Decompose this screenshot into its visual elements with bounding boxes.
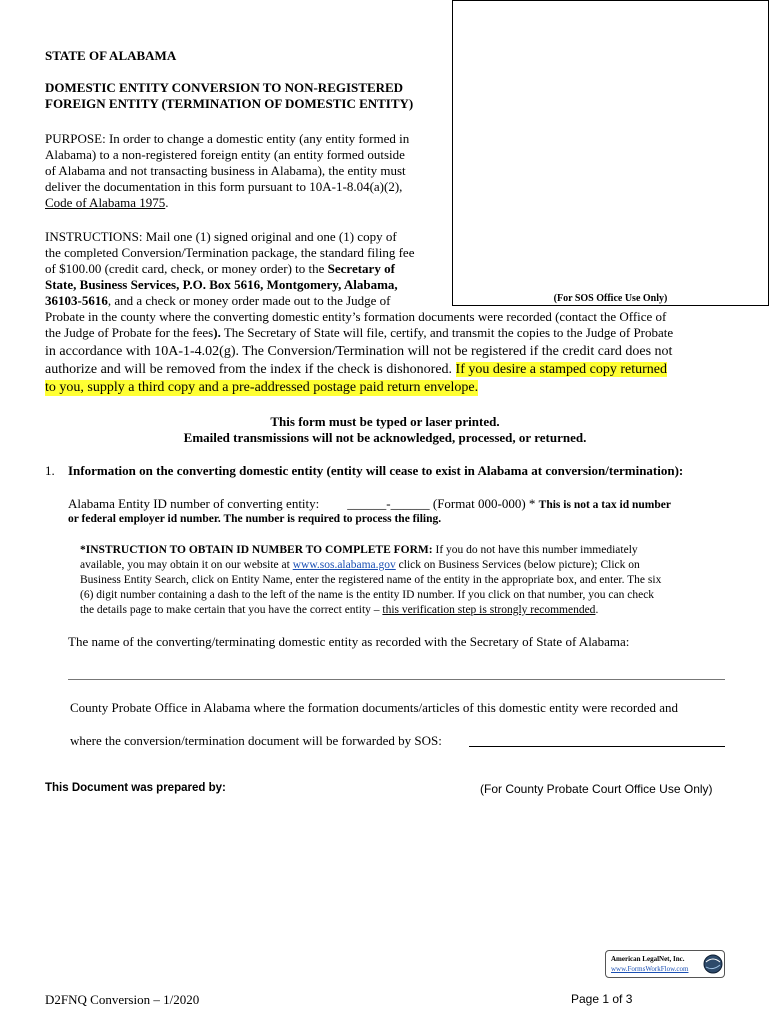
purpose-line3: of Alabama and not transacting business in Alabama), the entity must [45,163,406,178]
entity-id-note: or federal employer id number. The number is required to process the filing. [68,513,442,525]
sos-office-use-box [452,0,769,306]
purpose-line1: PURPOSE: In order to change a domestic entity (any entity formed in [45,131,410,146]
id-instruction-line5: the details page to make certain that you have the correct entity – this verification step is strongly recommended. [80,604,599,616]
section1-number: 1. [45,463,55,478]
globe-icon [702,953,724,975]
instructions-line2: the completed Conversion/Termination package, the standard filing fee [45,245,415,260]
instructions-line6: Probate in the county where the converting domestic entity’s formation documents were recorded (contact the Office of [45,309,667,324]
sos-website-link[interactable]: www.sos.alabama.gov [292,559,396,571]
entity-id-row: Alabama Entity ID number of converting entity: ______-______ (Format 000-000) * This is not a tax id number [68,496,671,511]
instructions-line4: State, Business Services, P.O. Box 5616, Montgomery, Alabama, [45,277,398,292]
email-notice: Emailed transmissions will not be acknowledged, processed, or returned. [183,430,587,445]
instructions-line7: the Judge of Probate for the fees). The Secretary of State will file, certify, and transmit the copies to the Judge of Probate [45,325,674,340]
instructions-line8: in accordance with 10A-1-4.02(g). The Conversion/Termination will not be registered if the credit card does not [45,344,673,359]
instructions-line5: 36103-5616, and a check or money order made out to the Judge of [45,293,391,308]
form-title-line2: FOREIGN ENTITY (TERMINATION OF DOMESTIC ENTITY) [45,96,414,111]
code-of-alabama: Code of Alabama 1975 [45,195,166,210]
entity-name-label: The name of the converting/terminating domestic entity as recorded with the Secretary of State of Alabama: [68,634,630,649]
entity-id-input[interactable]: ______-______ [347,496,430,511]
county-probate-use-label: (For County Probate Court Office Use Only) [480,782,713,796]
purpose-line5: Code of Alabama 1975. [45,195,169,210]
instructions-line1: INSTRUCTIONS: Mail one (1) signed original and one (1) copy of [45,229,397,244]
id-instruction-line1: *INSTRUCTION TO OBTAIN ID NUMBER TO COMPLETE FORM: If you do not have this number immediately [80,544,638,556]
purpose-line2: Alabama) to a non-registered foreign entity (an entity formed outside [45,147,405,162]
sos-office-use-label: (For SOS Office Use Only) [553,293,668,304]
form-title-line1: DOMESTIC ENTITY CONVERSION TO NON-REGISTERED [45,80,404,95]
county-label-line1: County Probate Office in Alabama where the formation documents/articles of this domestic entity were recorded and [70,700,679,715]
entity-name-input-line[interactable] [68,679,725,680]
instructions-line3: of $100.00 (credit card, check, or money order) to the Secretary of [45,261,395,276]
page-number: Page 1 of 3 [571,992,633,1006]
id-instruction-line3: Business Entity Search, click on Entity Name, enter the registered name of the entity in the appropriate box, and enter. The six [80,574,662,586]
id-instruction-line4: (6) digit number containing a dash to the left of the name is the entity ID number. If you click on that number, you can check [80,589,655,601]
prepared-by-label: This Document was prepared by: [45,782,226,794]
typed-notice: This form must be typed or laser printed. [270,414,500,429]
logo-url: www.FormsWorkFlow.com [611,965,689,973]
purpose-line4: deliver the documentation in this form pursuant to 10A-1-8.04(a)(2), [45,179,403,194]
logo-company-name: American LegalNet, Inc. [611,955,685,963]
instructions-line10: to you, supply a third copy and a pre-addressed postage paid return envelope. [45,380,479,395]
instructions-line9: authorize and will be removed from the index if the check is dishonored. If you desire a stamped copy returned [45,362,668,377]
county-input-line[interactable] [469,746,725,747]
id-instruction-line2: available, you may obtain it on our website at www.sos.alabama.gov click on Business Services (below picture); Click on [80,559,640,571]
american-legalnet-logo [605,950,725,978]
stamped-copy-highlight: If you desire a stamped copy returned [455,362,668,377]
county-label-line2: where the conversion/termination document will be forwarded by SOS: [70,733,442,748]
form-id: D2FNQ Conversion – 1/2020 [45,992,200,1007]
section1-heading: Information on the converting domestic entity (entity will cease to exist in Alabama at conversion/termination): [68,463,684,478]
state-heading: STATE OF ALABAMA [45,48,177,63]
